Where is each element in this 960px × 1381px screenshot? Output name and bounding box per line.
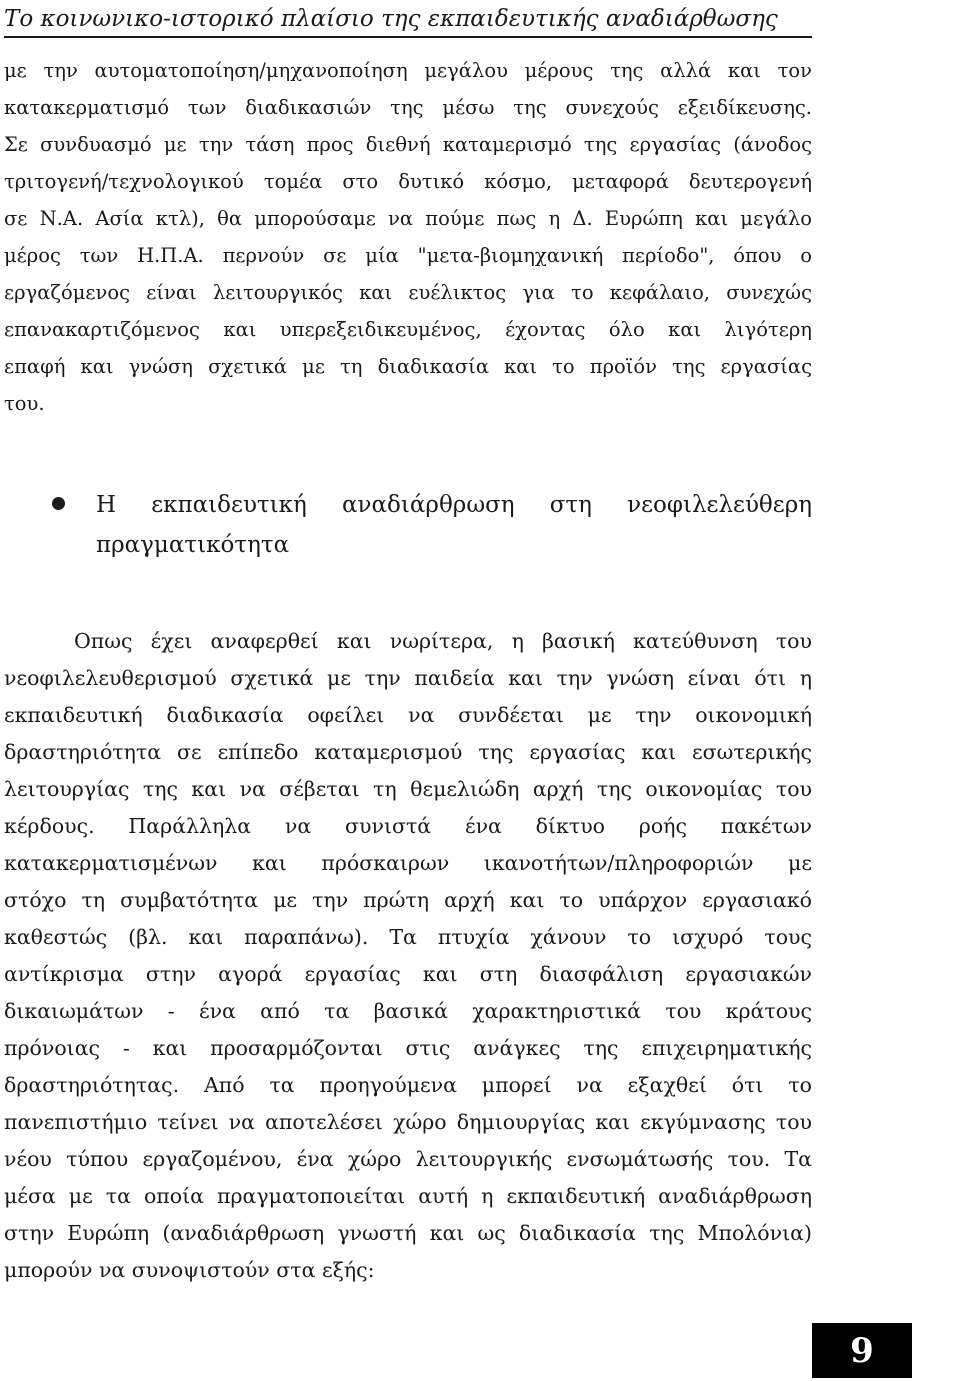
intro-line: τριτογενή/τεχνολογικού τομέα στο δυτικό κόσμο, μεταφορά δευτερογενή [4,170,812,193]
intro-line: επανακαρτιζόμενος και υπερεξειδικευμένος, έχοντας όλο και λιγότερη [4,318,812,341]
body-line: μέσα με τα οποία πραγματοποιείται αυτή η εκπαιδευτική αναδιάρθρωση [4,1184,812,1208]
page-number: 9 [812,1323,912,1378]
body-line: δραστηριότητα σε επίπεδο καταμερισμού της εργασίας και εσωτερικής [4,740,812,764]
body-line: μπορούν να συνοψιστούν στα εξής: [4,1258,375,1282]
body-line: πανεπιστήμιο τείνει να αποτελέσει χώρο δημιουργίας και εκγύμνασης του [4,1110,812,1134]
body-line: νεοφιλελευθερισμού σχετικά με την παιδεία και την γνώση είναι ότι η [4,666,812,690]
body-line: Οπως έχει αναφερθεί και νωρίτερα, η βασική κατεύθυνση του [74,629,812,653]
intro-line: Σε συνδυασμό με την τάση προς διεθνή καταμερισμό της εργασίας (άνοδος [4,133,812,156]
intro-line: του. [4,392,45,415]
body-line: στόχο τη συμβατότητα με την πρώτη αρχή και το υπάρχον εργασιακό [4,888,812,912]
body-paragraph [4,623,812,1289]
intro-line: με την αυτοματοποίηση/μηχανοποίηση μεγάλου μέρους της αλλά και τον [4,59,812,82]
body-line: εκπαιδευτική διαδικασία οφείλει να συνδέεται με την οικονομική [4,703,812,727]
intro-line: μέρος των Η.Π.Α. περνούν σε μία "μετα-βιομηχανική περίοδο", όπου ο [4,244,812,267]
body-line: αντίκρισμα στην αγορά εργασίας και στη διασφάλιση εργασιακών [4,962,812,986]
body-line: στην Ευρώπη (αναδιάρθρωση γνωστή και ως διαδικασία της Μπολόνια) [4,1221,812,1245]
body-line: δραστηριότητας. Από τα προηγούμενα μπορεί να εξαχθεί ότι το [4,1073,812,1097]
section-heading [96,485,812,565]
body-line: νέου τύπου εργαζομένου, ένα χώρο λειτουργικής ενσωμάτωσής του. Τα [4,1147,812,1171]
intro-paragraph [4,52,812,422]
intro-line: σε Ν.Α. Ασία κτλ), θα μπορούσαμε να πούμε πως η Δ. Ευρώπη και μεγάλο [4,207,812,230]
body-line: πρόνοιας - και προσαρμόζονται στις ανάγκες της επιχειρηματικής [4,1036,812,1060]
body-line: κατακερματισμένων και πρόσκαιρων ικανοτήτων/πληροφοριών με [4,851,812,875]
body-line: κέρδους. Παράλληλα να συνιστά ένα δίκτυο ροής πακέτων [4,814,812,838]
intro-line: εργαζόμενος είναι λειτουργικός και ευέλικτος για το κεφάλαιο, συνεχώς [4,281,812,304]
bullet-icon [52,497,65,510]
section-heading-line: πραγματικότητα [96,532,290,558]
intro-line: κατακερματισμό των διαδικασιών της μέσω της συνεχούς εξειδίκευσης. [4,96,812,119]
running-header: Το κοινωνικο-ιστορικό πλαίσιο της εκπαιδευτικής αναδιάρθωσης [4,2,812,38]
intro-line: επαφή και γνώση σχετικά με τη διαδικασία και το προϊόν της εργασίας [4,355,812,378]
section-heading-line: Η εκπαιδευτική αναδιάρθρωση στη νεοφιλελεύθερη [96,492,812,518]
body-line: λειτουργίας της και να σέβεται τη θεμελιώδη αρχή της οικονομίας του [4,777,812,801]
body-line: δικαιωμάτων - ένα από τα βασικά χαρακτηριστικά του κράτους [4,999,812,1023]
body-line: καθεστώς (βλ. και παραπάνω). Τα πτυχία χάνουν το ισχυρό τους [4,925,812,949]
